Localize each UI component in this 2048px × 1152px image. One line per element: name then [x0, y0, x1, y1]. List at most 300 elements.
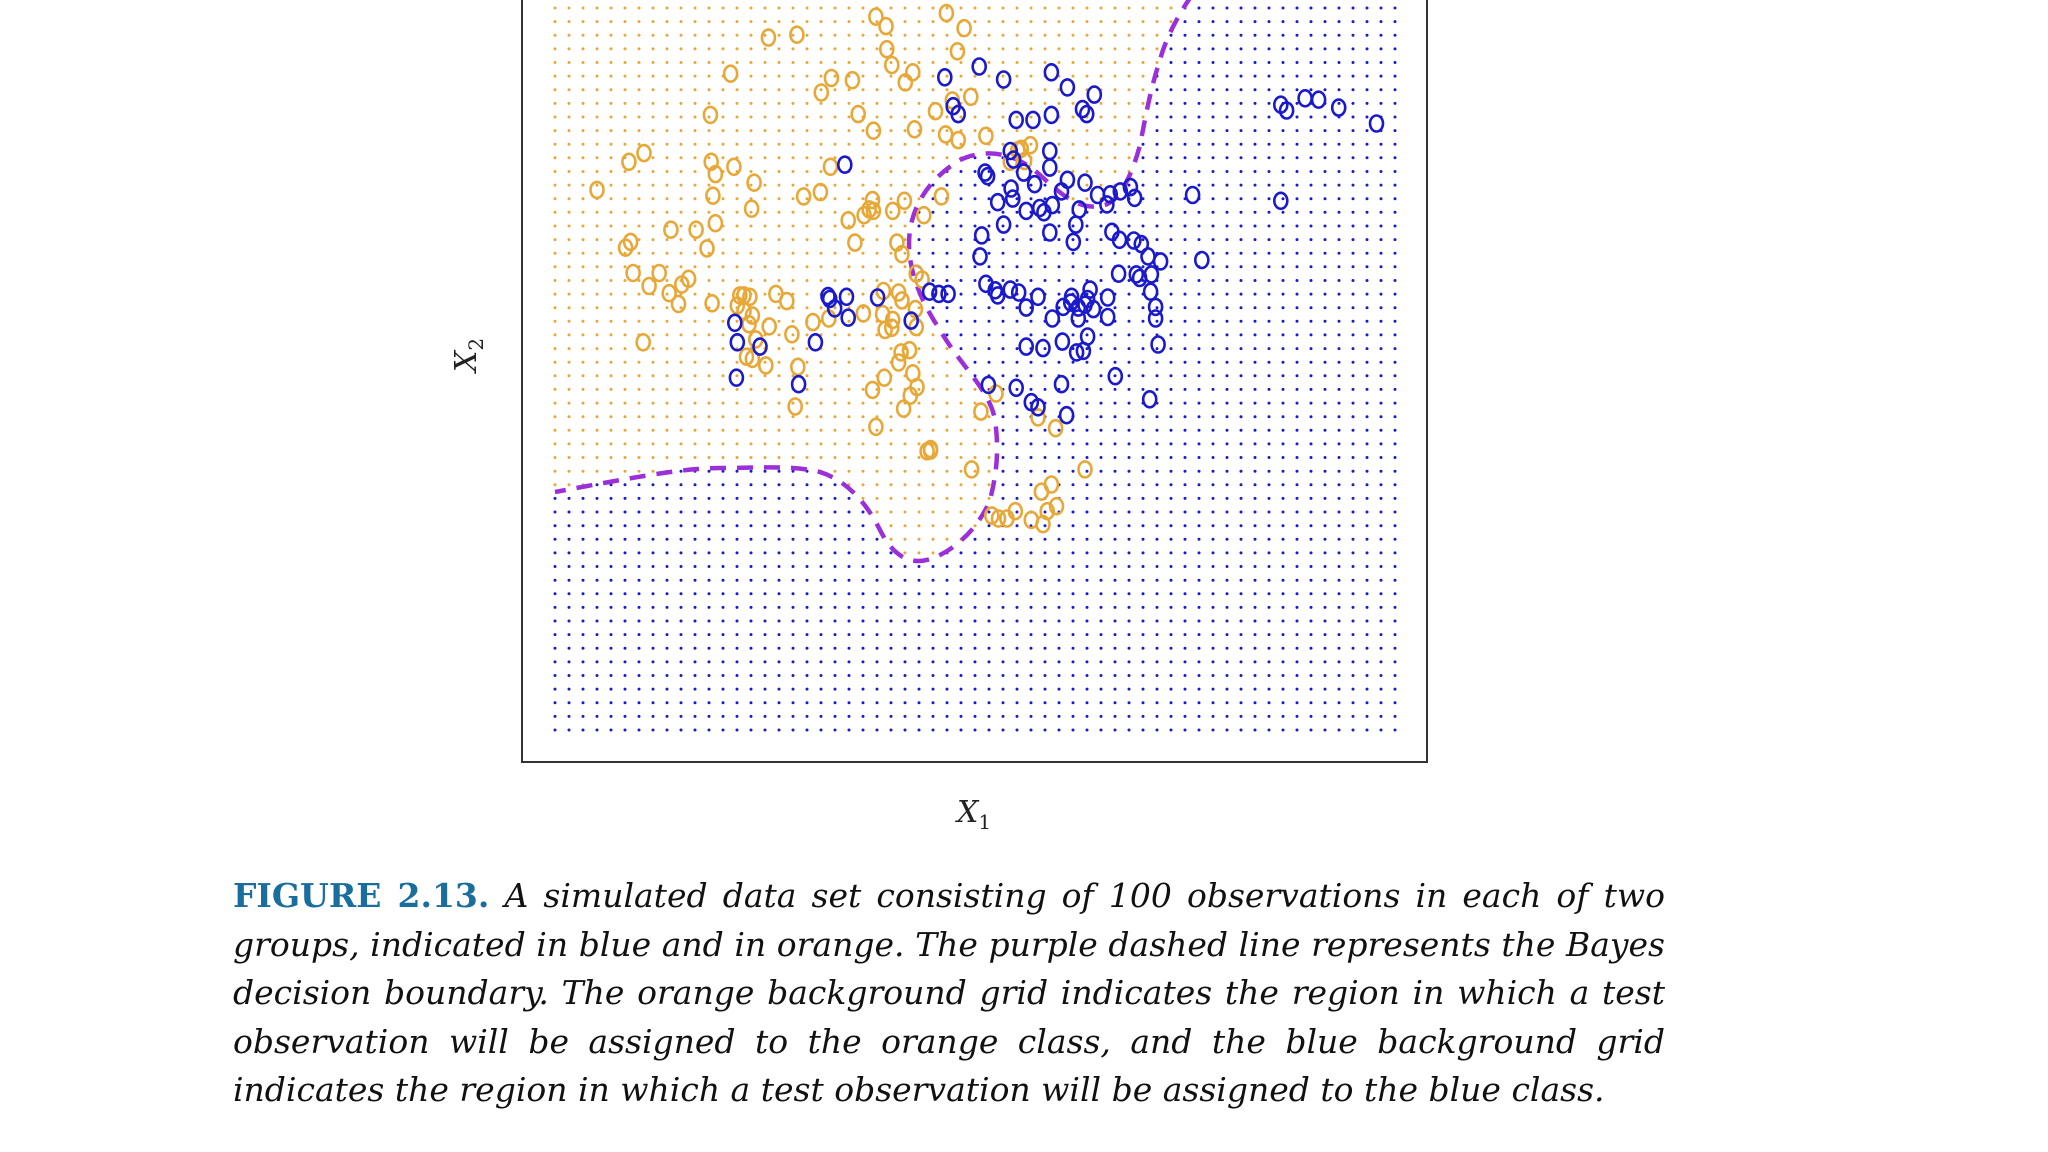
grid-dot — [904, 116, 907, 119]
grid-dot — [1170, 129, 1173, 132]
grid-dot — [652, 497, 655, 500]
grid-dot — [750, 143, 753, 146]
grid-dot — [974, 729, 977, 732]
grid-dot — [1044, 88, 1047, 91]
grid-dot — [1016, 34, 1019, 37]
grid-dot — [666, 129, 669, 132]
grid-dot — [974, 34, 977, 37]
grid-dot — [1086, 374, 1089, 377]
grid-dot — [890, 197, 893, 200]
grid-dot — [1030, 429, 1033, 432]
grid-dot — [904, 184, 907, 187]
grid-dot — [1324, 511, 1327, 514]
grid-dot — [1212, 347, 1215, 350]
grid-dot — [680, 483, 683, 486]
grid-dot — [708, 184, 711, 187]
grid-dot — [1030, 197, 1033, 200]
grid-dot — [554, 374, 557, 377]
grid-dot — [820, 674, 823, 677]
grid-dot — [1282, 279, 1285, 282]
grid-dot — [876, 511, 879, 514]
grid-dot — [1072, 483, 1075, 486]
grid-dot — [1170, 143, 1173, 146]
grid-dot — [680, 620, 683, 623]
grid-dot — [1016, 674, 1019, 677]
grid-dot — [1394, 456, 1397, 459]
grid-dot — [610, 633, 613, 636]
grid-dot — [1310, 320, 1313, 323]
grid-dot — [1282, 129, 1285, 132]
grid-dot — [1086, 592, 1089, 595]
grid-dot — [554, 75, 557, 78]
grid-dot — [792, 20, 795, 23]
grid-dot — [596, 442, 599, 445]
grid-dot — [904, 333, 907, 336]
grid-dot — [1338, 347, 1341, 350]
grid-dot — [652, 660, 655, 663]
grid-dot — [1184, 88, 1187, 91]
grid-dot — [1324, 156, 1327, 159]
grid-dot — [918, 306, 921, 309]
grid-dot — [1044, 633, 1047, 636]
grid-dot — [890, 592, 893, 595]
grid-dot — [1072, 565, 1075, 568]
grid-dot — [1030, 333, 1033, 336]
grid-dot — [1072, 551, 1075, 554]
grid-dot — [1352, 633, 1355, 636]
grid-dot — [610, 715, 613, 718]
grid-dot — [848, 184, 851, 187]
grid-dot — [890, 511, 893, 514]
grid-dot — [820, 306, 823, 309]
grid-dot — [848, 388, 851, 391]
blue-observation — [997, 72, 1010, 88]
grid-dot — [1086, 660, 1089, 663]
grid-dot — [1058, 456, 1061, 459]
grid-dot — [624, 688, 627, 691]
grid-dot — [610, 470, 613, 473]
grid-dot — [750, 211, 753, 214]
grid-dot — [974, 116, 977, 119]
grid-dot — [1184, 729, 1187, 732]
grid-dot — [834, 88, 837, 91]
grid-dot — [736, 660, 739, 663]
grid-dot — [1352, 647, 1355, 650]
grid-dot — [680, 47, 683, 50]
grid-dot — [1184, 701, 1187, 704]
grid-dot — [890, 620, 893, 623]
grid-dot — [1380, 361, 1383, 364]
blue-observation — [1133, 270, 1146, 286]
grid-dot — [1352, 524, 1355, 527]
grid-dot — [1030, 538, 1033, 541]
grid-dot — [1002, 647, 1005, 650]
grid-dot — [834, 579, 837, 582]
grid-dot — [1254, 551, 1257, 554]
grid-dot — [1240, 61, 1243, 64]
x-axis-label: $X_1$ — [957, 795, 992, 834]
grid-dot — [820, 592, 823, 595]
grid-dot — [1282, 374, 1285, 377]
grid-dot — [1016, 402, 1019, 405]
grid-dot — [848, 143, 851, 146]
grid-dot — [1072, 647, 1075, 650]
grid-dot — [554, 88, 557, 91]
grid-dot — [1030, 606, 1033, 609]
grid-dot — [666, 61, 669, 64]
grid-dot — [1296, 688, 1299, 691]
grid-dot — [1268, 61, 1271, 64]
grid-dot — [610, 429, 613, 432]
grid-dot — [904, 225, 907, 228]
grid-dot — [764, 361, 767, 364]
grid-dot — [652, 156, 655, 159]
grid-dot — [1016, 388, 1019, 391]
blue-observation — [728, 315, 741, 331]
grid-dot — [1324, 20, 1327, 23]
grid-dot — [638, 34, 641, 37]
grid-dot — [638, 688, 641, 691]
grid-dot — [1268, 20, 1271, 23]
grid-dot — [624, 456, 627, 459]
grid-dot — [624, 20, 627, 23]
grid-dot — [1030, 592, 1033, 595]
grid-dot — [960, 592, 963, 595]
grid-dot — [974, 333, 977, 336]
grid-dot — [1044, 265, 1047, 268]
grid-dot — [750, 7, 753, 10]
grid-dot — [792, 197, 795, 200]
grid-dot — [960, 197, 963, 200]
grid-dot — [1086, 7, 1089, 10]
grid-dot — [610, 197, 613, 200]
grid-dot — [750, 402, 753, 405]
grid-dot — [652, 620, 655, 623]
grid-dot — [1058, 660, 1061, 663]
grid-dot — [904, 511, 907, 514]
grid-dot — [792, 225, 795, 228]
grid-dot — [1254, 579, 1257, 582]
grid-dot — [1296, 497, 1299, 500]
grid-dot — [1100, 497, 1103, 500]
grid-dot — [1226, 238, 1229, 241]
grid-dot — [582, 579, 585, 582]
grid-dot — [554, 470, 557, 473]
grid-dot — [1380, 579, 1383, 582]
grid-dot — [1212, 470, 1215, 473]
grid-dot — [792, 456, 795, 459]
grid-dot — [680, 156, 683, 159]
grid-dot — [1282, 470, 1285, 473]
grid-dot — [764, 238, 767, 241]
grid-dot — [1296, 361, 1299, 364]
grid-dot — [568, 524, 571, 527]
orange-observation — [917, 207, 930, 223]
grid-dot — [1254, 279, 1257, 282]
grid-dot — [1254, 102, 1257, 105]
grid-dot — [1282, 306, 1285, 309]
grid-dot — [1128, 347, 1131, 350]
grid-dot — [722, 606, 725, 609]
grid-dot — [596, 729, 599, 732]
grid-dot — [680, 75, 683, 78]
grid-dot — [722, 156, 725, 159]
grid-dot — [890, 729, 893, 732]
grid-dot — [792, 170, 795, 173]
grid-dot — [1226, 565, 1229, 568]
grid-dot — [1394, 647, 1397, 650]
grid-dot — [1198, 565, 1201, 568]
grid-dot — [1394, 497, 1397, 500]
grid-dot — [792, 88, 795, 91]
grid-dot — [1394, 306, 1397, 309]
grid-dot — [1002, 374, 1005, 377]
grid-dot — [1100, 265, 1103, 268]
grid-dot — [904, 729, 907, 732]
grid-dot — [582, 538, 585, 541]
grid-dot — [750, 75, 753, 78]
grid-dot — [932, 374, 935, 377]
grid-dot — [1282, 647, 1285, 650]
grid-dot — [708, 429, 711, 432]
grid-dot — [624, 265, 627, 268]
grid-dot — [568, 279, 571, 282]
grid-dot — [1380, 442, 1383, 445]
grid-dot — [582, 729, 585, 732]
grid-dot — [1142, 620, 1145, 623]
orange-observation — [848, 235, 861, 251]
grid-dot — [1002, 402, 1005, 405]
grid-dot — [1086, 415, 1089, 418]
grid-dot — [1394, 252, 1397, 255]
grid-dot — [736, 647, 739, 650]
grid-dot — [834, 211, 837, 214]
blue-observation — [1037, 340, 1050, 356]
grid-dot — [1212, 265, 1215, 268]
grid-dot — [918, 729, 921, 732]
grid-dot — [736, 143, 739, 146]
grid-dot — [680, 647, 683, 650]
grid-dot — [624, 34, 627, 37]
grid-dot — [1128, 374, 1131, 377]
grid-dot — [1240, 143, 1243, 146]
grid-dot — [778, 197, 781, 200]
grid-dot — [1240, 102, 1243, 105]
blue-observation — [1195, 252, 1208, 268]
grid-dot — [1310, 483, 1313, 486]
grid-dot — [862, 551, 865, 554]
grid-dot — [1394, 701, 1397, 704]
grid-dot — [1170, 88, 1173, 91]
grid-dot — [736, 361, 739, 364]
grid-dot — [1240, 524, 1243, 527]
grid-dot — [1142, 606, 1145, 609]
grid-dot — [1170, 252, 1173, 255]
grid-dot — [1142, 551, 1145, 554]
grid-dot — [722, 415, 725, 418]
grid-dot — [1114, 456, 1117, 459]
grid-dot — [722, 620, 725, 623]
grid-dot — [1030, 688, 1033, 691]
grid-dot — [1170, 47, 1173, 50]
grid-dot — [1352, 388, 1355, 391]
grid-dot — [834, 715, 837, 718]
grid-dot — [736, 7, 739, 10]
grid-dot — [666, 388, 669, 391]
grid-dot — [862, 729, 865, 732]
grid-dot — [862, 701, 865, 704]
grid-dot — [582, 265, 585, 268]
grid-dot — [694, 170, 697, 173]
grid-dot — [694, 20, 697, 23]
grid-dot — [680, 511, 683, 514]
grid-dot — [1254, 688, 1257, 691]
grid-dot — [1240, 252, 1243, 255]
grid-dot — [750, 388, 753, 391]
grid-dot — [1296, 511, 1299, 514]
grid-dot — [596, 579, 599, 582]
grid-dot — [568, 61, 571, 64]
grid-dot — [1226, 129, 1229, 132]
grid-dot — [848, 415, 851, 418]
grid-dot — [624, 442, 627, 445]
grid-dot — [638, 47, 641, 50]
grid-dot — [582, 238, 585, 241]
grid-dot — [1016, 320, 1019, 323]
grid-dot — [792, 565, 795, 568]
grid-dot — [568, 320, 571, 323]
grid-dot — [890, 88, 893, 91]
grid-dot — [1268, 715, 1271, 718]
grid-dot — [834, 688, 837, 691]
grid-dot — [750, 674, 753, 677]
grid-dot — [1114, 88, 1117, 91]
grid-dot — [624, 306, 627, 309]
grid-dot — [988, 483, 991, 486]
grid-dot — [1184, 361, 1187, 364]
grid-dot — [1296, 647, 1299, 650]
grid-dot — [596, 7, 599, 10]
grid-dot — [904, 211, 907, 214]
grid-dot — [876, 701, 879, 704]
grid-dot — [904, 47, 907, 50]
grid-dot — [1268, 75, 1271, 78]
grid-dot — [1394, 551, 1397, 554]
grid-dot — [1058, 20, 1061, 23]
grid-dot — [1030, 551, 1033, 554]
grid-dot — [708, 388, 711, 391]
blue-observation — [1084, 282, 1097, 298]
grid-dot — [1310, 293, 1313, 296]
grid-dot — [568, 565, 571, 568]
grid-dot — [1198, 129, 1201, 132]
grid-dot — [1156, 620, 1159, 623]
grid-dot — [974, 225, 977, 228]
grid-dot — [946, 238, 949, 241]
orange-observation — [974, 404, 987, 420]
grid-dot — [680, 34, 683, 37]
grid-dot — [806, 660, 809, 663]
grid-dot — [764, 579, 767, 582]
grid-dot — [1072, 402, 1075, 405]
grid-dot — [554, 511, 557, 514]
grid-dot — [1128, 524, 1131, 527]
grid-dot — [834, 470, 837, 473]
grid-dot — [1310, 633, 1313, 636]
grid-dot — [974, 7, 977, 10]
grid-dot — [960, 320, 963, 323]
grid-dot — [596, 538, 599, 541]
grid-dot — [554, 592, 557, 595]
grid-dot — [750, 633, 753, 636]
grid-dot — [1366, 156, 1369, 159]
grid-dot — [1324, 606, 1327, 609]
grid-dot — [1184, 20, 1187, 23]
grid-dot — [1142, 102, 1145, 105]
grid-dot — [862, 361, 865, 364]
grid-dot — [1380, 511, 1383, 514]
grid-dot — [1380, 252, 1383, 255]
grid-dot — [932, 606, 935, 609]
grid-dot — [876, 102, 879, 105]
grid-dot — [1044, 551, 1047, 554]
grid-dot — [1352, 156, 1355, 159]
grid-dot — [638, 20, 641, 23]
grid-dot — [1366, 374, 1369, 377]
grid-dot — [1366, 361, 1369, 364]
grid-dot — [1268, 647, 1271, 650]
grid-dot — [1254, 116, 1257, 119]
grid-dot — [554, 333, 557, 336]
grid-dot — [1142, 306, 1145, 309]
grid-dot — [568, 551, 571, 554]
grid-dot — [1226, 388, 1229, 391]
grid-dot — [1338, 483, 1341, 486]
grid-dot — [918, 347, 921, 350]
grid-dot — [1002, 225, 1005, 228]
grid-dot — [1268, 333, 1271, 336]
grid-dot — [1072, 20, 1075, 23]
grid-dot — [1338, 402, 1341, 405]
grid-dot — [834, 225, 837, 228]
grid-dot — [988, 361, 991, 364]
grid-dot — [1198, 34, 1201, 37]
grid-dot — [1142, 729, 1145, 732]
grid-dot — [1254, 565, 1257, 568]
grid-dot — [1128, 415, 1131, 418]
grid-dot — [568, 442, 571, 445]
grid-dot — [1114, 660, 1117, 663]
grid-dot — [554, 279, 557, 282]
grid-dot — [596, 306, 599, 309]
grid-dot — [862, 225, 865, 228]
grid-dot — [1016, 470, 1019, 473]
grid-dot — [1072, 252, 1075, 255]
grid-dot — [1310, 374, 1313, 377]
grid-dot — [820, 116, 823, 119]
grid-dot — [1002, 47, 1005, 50]
grid-dot — [1324, 524, 1327, 527]
grid-dot — [1030, 388, 1033, 391]
grid-dot — [1170, 429, 1173, 432]
grid-dot — [1030, 660, 1033, 663]
grid-dot — [1072, 102, 1075, 105]
grid-dot — [918, 225, 921, 228]
grid-dot — [596, 88, 599, 91]
grid-dot — [1128, 470, 1131, 473]
grid-dot — [722, 374, 725, 377]
grid-dot — [806, 456, 809, 459]
